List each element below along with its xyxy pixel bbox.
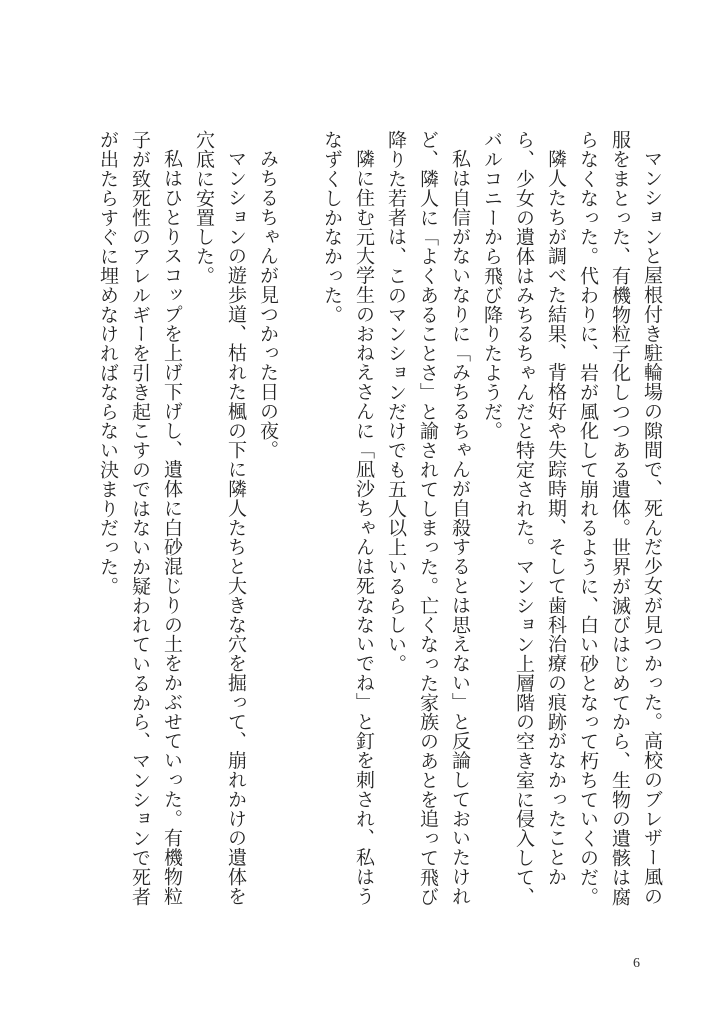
vertical-text-body	[92, 130, 668, 910]
paragraph-4: 隣に住む元大学生のおねえさんに「凪沙ちゃんは死なないでね」と釘を刺され、私はうなずくしかなかった。	[321, 130, 375, 906]
section-break	[284, 130, 316, 140]
page-number: 6	[633, 956, 640, 971]
paragraph-6: マンションの遊歩道、枯れた楓の下に隣人たちと大きな穴を掘って、崩れかけの遺体を穴底に安置した。	[193, 130, 247, 906]
paragraph-1: マンションと屋根付き駐輪場の隙間で、死んだ少女が見つかった。高校のブレザー風の服をまとった、有機物粒子化しつつある遺体。世界が滅びはじめてから、生物の遺骸は腐らなくなった。代わりに、岩が風化して崩れるように、白い砂となって朽ちていくのだ。	[577, 130, 663, 906]
paragraph-2: 隣人たちが調べた結果、背格好や失踪時期、そして歯科治療の痕跡がなかったことから、少女の遺体はみちるちゃんだと特定された。マンション上層階の空き室に侵入して、バルコニーから飛び降りたようだ。	[481, 130, 567, 906]
paragraph-5: みちるちゃんが見つかった日の夜。	[257, 149, 279, 460]
paragraph-3: 私は自信がないなりに「みちるちゃんが自殺するとは思えない」と反論しておいたけれど、隣人に「よくあることさ」と諭されてしまった。亡くなった家族のあとを追って飛び降りた若者は、このマンションだけでも五人以上いるらしい。	[385, 130, 471, 906]
paragraph-7: 私はひとりスコップを上げ下げし、遺体に白砂混じりの土をかぶせていった。有機物粒子が致死性のアレルギーを引き起こすのではないか疑われているから、マンションで死者が出たらすぐに埋めなければならない決まりだった。	[97, 130, 183, 906]
